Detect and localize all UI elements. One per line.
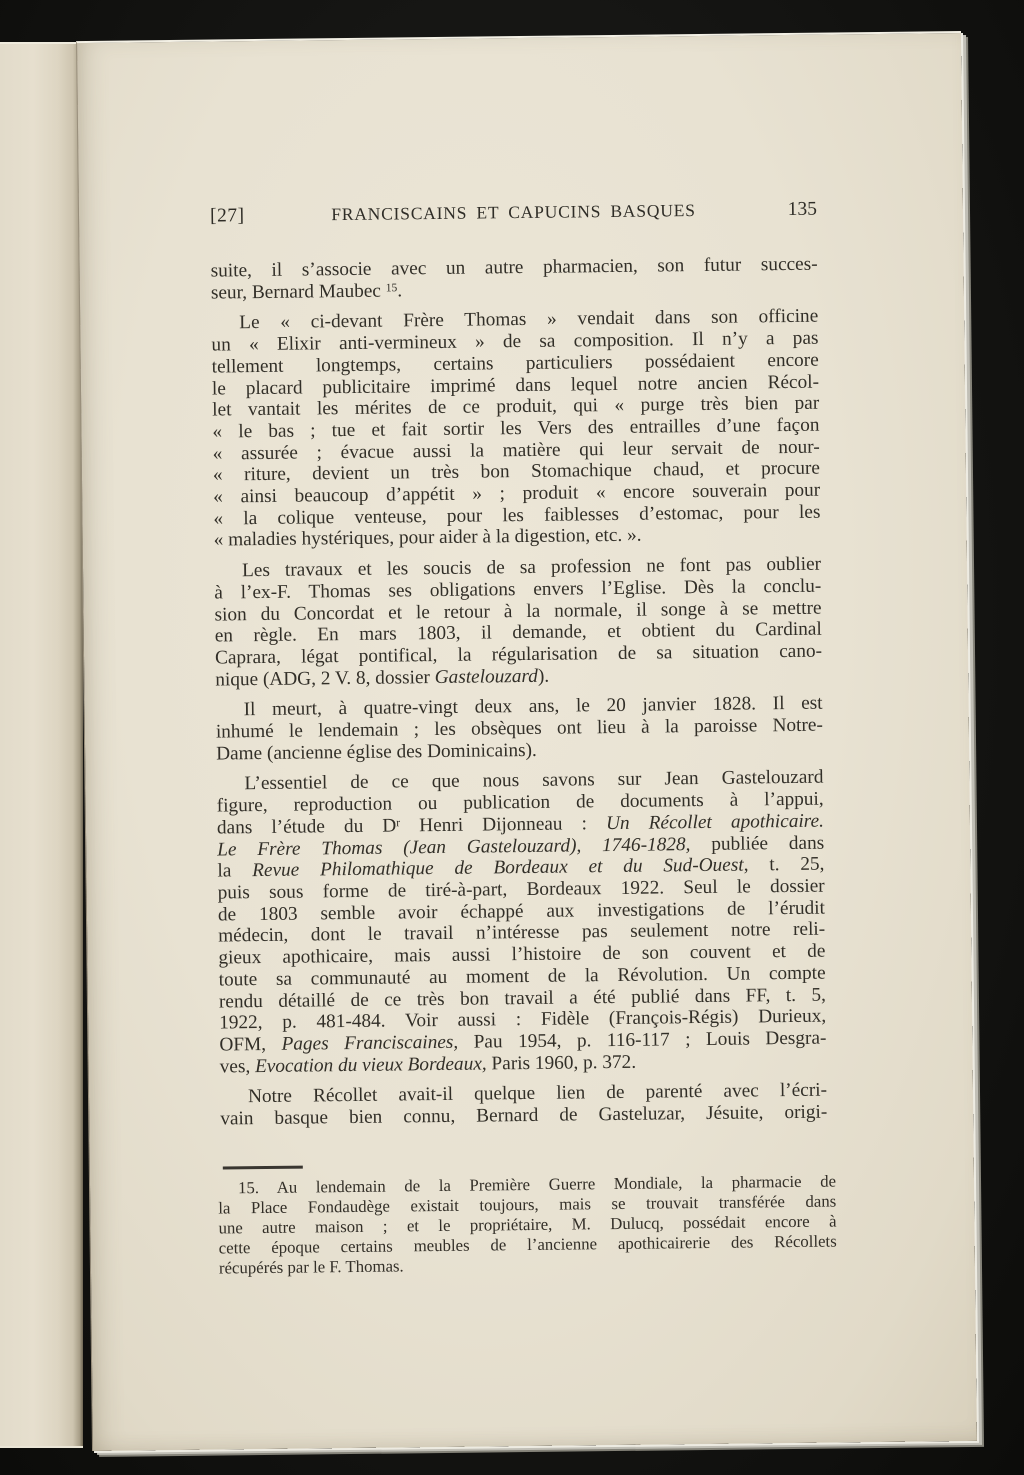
- text-segment: , t. 25,: [743, 853, 825, 876]
- text-segment: vain basque bien connu, Bernard de Gasteluzar, Jésuite, origi-: [220, 1101, 828, 1130]
- text-segment: suite, il s’associe avec un autre pharmacien, son futur succes-: [210, 253, 818, 282]
- text-segment: Les travaux et les soucis de sa profession ne font pas oublier: [241, 553, 822, 582]
- paragraph: [211, 254, 818, 304]
- paragraph: [216, 693, 824, 765]
- italic-text: Gastelouzard: [434, 665, 539, 688]
- text-segment: puis sous forme de tiré-à-part, Bordeaux 1922. Seul le dossier: [217, 875, 825, 904]
- text-segment: la Place Fondaudège existait toujours, mais se trouvait transférée dans: [218, 1191, 837, 1218]
- paragraph: [220, 1080, 827, 1130]
- text-segment: rendu détaillé de ce très bon travail a été publié dans FF, t. 5,: [218, 984, 827, 1013]
- text-segment: 15. Au lendemain de la Première Guerre Mondiale, la pharmacie de: [237, 1171, 837, 1198]
- text-segment: ).: [537, 665, 550, 687]
- book-page: [76, 31, 977, 1451]
- text-segment: figure, reproduction ou publication de documents à l’appui,: [216, 788, 824, 817]
- text-segment: Notre Récollet avait-il quelque lien de parenté avec l’écri-: [247, 1079, 828, 1108]
- page-header: [210, 199, 817, 228]
- text-segment: Il meurt, à quatre-vingt deux ans, le 20 janvier 1828. Il est: [243, 692, 823, 721]
- text-segment: « maladies hystériques, pour aider à la digestion, etc. ».: [213, 525, 642, 551]
- italic-text: Evocation du vieux Bordeaux,: [254, 1053, 487, 1077]
- text-segment: nique (ADG, 2 V. 8, dossier: [215, 666, 435, 691]
- text-segment: « riture, devient un très bon Stomachique chaud, et procure: [212, 457, 821, 486]
- text-segment: Paris 1960, p. 372.: [486, 1051, 637, 1075]
- text-segment: L’essentiel de ce que nous savons sur Jean Gastelouzard: [244, 767, 824, 795]
- page-number: 135: [787, 198, 818, 221]
- text-segment: sion du Concordat et le retour à la normale, il songe à se mettre: [214, 597, 822, 626]
- superscript-text: 15: [385, 280, 398, 295]
- footnote: [218, 1172, 837, 1279]
- text-segment: Dame (ancienne église des Dominicains).: [216, 739, 537, 765]
- text-segment: en règle. En mars 1803, il demande, et obtient du Cardinal: [214, 618, 822, 647]
- paragraph: [214, 554, 822, 691]
- text-segment: inhumé le lendemain ; les obsèques ont lieu à la paroisse Notre-: [215, 714, 823, 743]
- text-segment: dans l’étude du D: [216, 815, 397, 839]
- italic-text: Pages Franciscaines,: [281, 1031, 459, 1055]
- text-segment: ves,: [219, 1055, 256, 1078]
- text-segment: Caprara, légat pontifical, la régularisation de sa situation cano-: [214, 640, 823, 669]
- text-segment: seur, Bernard Maubec: [210, 280, 386, 304]
- text-segment: médecin, dont le travail n’intéresse pas seulement notre reli-: [218, 919, 826, 947]
- text-segment: 1922, p. 481-484. Voir aussi : Fidèle (François-Régis) Durieux,: [219, 1005, 827, 1034]
- text-segment: Henri Dijonneau :: [400, 812, 607, 837]
- text-segment: le placard publicitaire imprimé dans lequel notre ancien Récol-: [211, 371, 820, 400]
- text-segment: Pau 1954, p. 116-117 ; Louis Desgra-: [458, 1027, 827, 1053]
- text-segment: un « Elixir anti-vermineux » de sa composition. Il n’y a pas: [211, 327, 819, 356]
- italic-text: Revue Philomathique de Bordeaux et du Sud-Ouest: [252, 854, 744, 882]
- previous-page-edge: [0, 42, 83, 1448]
- superscript-text: r: [396, 816, 401, 830]
- text-segment: récupérés par le F. Thomas.: [218, 1256, 404, 1278]
- text-segment: toute sa communauté au moment de la Révolution. Un compte: [218, 962, 826, 991]
- text-segment: Le « ci-devant Frère Thomas » vendait dans son officine: [239, 306, 819, 334]
- text-segment: à l’ex-F. Thomas ses obligations envers l’Eglise. Dès la conclu-: [214, 575, 822, 604]
- text-segment: « assurée ; évacue aussi la matière qui leur servait de nour-: [212, 436, 820, 465]
- text-segment: cette époque certains meubles de l’ancienne apothicairerie des Récollets: [218, 1231, 837, 1258]
- footnote-separator: [223, 1166, 303, 1170]
- text-segment: OFM,: [219, 1033, 282, 1056]
- margin-reference: [27]: [209, 205, 245, 227]
- text-segment: publiée dans: [690, 832, 825, 855]
- text-segment: .: [397, 280, 403, 302]
- italic-text: Le Frère Thomas (Jean Gastelouzard), 1746-1828,: [217, 833, 691, 861]
- text-segment: « la colique venteuse, pour les faiblesses d’estomac, pour les: [213, 501, 821, 530]
- text-segment: gieux apothicaire, mais aussi l’histoire de son couvent et de: [218, 940, 826, 969]
- page-body-text: [211, 254, 828, 1131]
- paragraph: [216, 767, 826, 1078]
- running-title: FRANCISCAINS ET CAPUCINS BASQUES: [331, 200, 696, 225]
- paragraph: [211, 306, 821, 552]
- text-segment: une autre maison ; et le propriétaire, M. Dulucq, possédait encore à: [218, 1211, 837, 1238]
- text-segment: « ainsi beaucoup d’appétit » ; produit « encore souverain pour: [213, 479, 821, 508]
- text-segment: tellement longtemps, certains particuliers possédaient encore: [211, 349, 819, 378]
- italic-text: Un Récollet apothicaire.: [605, 810, 825, 834]
- text-segment: « le bas ; tue et fait sortir les Vers des entrailles d’une façon: [212, 414, 820, 443]
- text-segment: la: [217, 860, 253, 882]
- text-segment: de 1803 semble avoir échappé aux investigations de l’érudit: [217, 897, 826, 926]
- text-segment: let vantait les mérites de ce produit, qui « purge très bien par: [212, 392, 820, 421]
